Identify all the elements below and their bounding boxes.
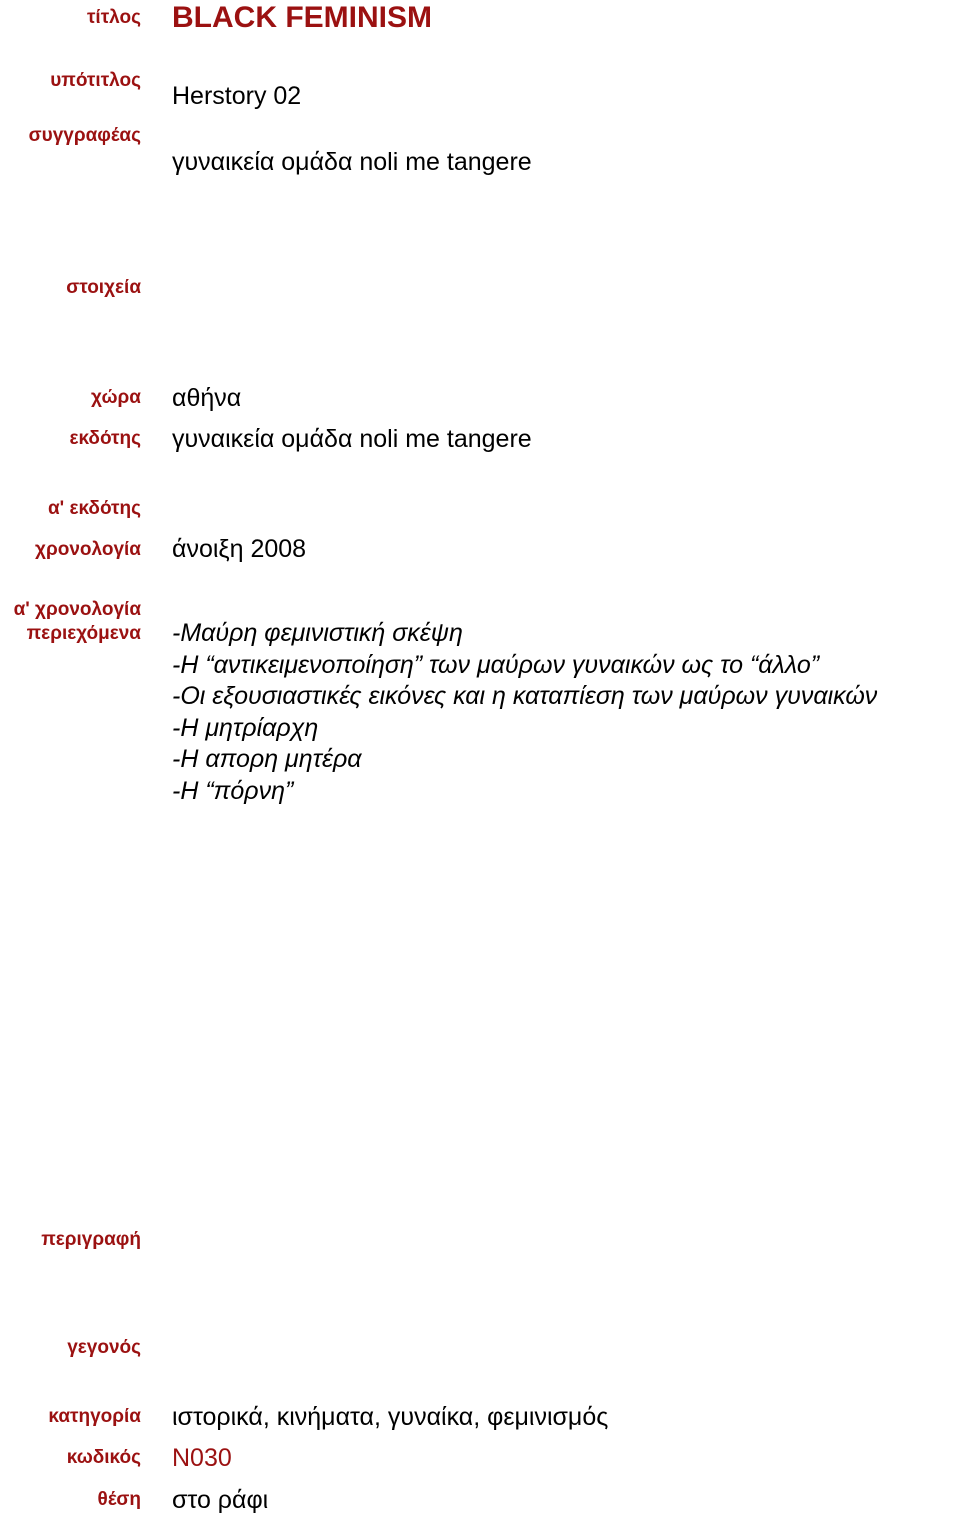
- record-category: ιστορικά, κινήματα, γυναίκα, φεμινισμός: [172, 1403, 609, 1431]
- contents-item: -Οι εξουσιαστικές εικόνες και η καταπίεση των μαύρων γυναικών: [172, 682, 878, 711]
- label-code: κωδικός: [66, 1447, 141, 1468]
- contents-item: -Η απορη μητέρα: [172, 745, 362, 774]
- contents-item: -Η “πόρνη”: [172, 776, 294, 805]
- label-position: θέση: [97, 1489, 141, 1510]
- record-date: άνοιξη 2008: [172, 535, 307, 563]
- label-publisher: εκδότης: [69, 428, 141, 449]
- record-code: N030: [172, 1444, 232, 1472]
- label-details: στοιχεία: [66, 277, 141, 298]
- label-contents: περιεχόμενα: [26, 623, 141, 644]
- record-country: αθήνα: [172, 384, 242, 412]
- label-subtitle: υπότιτλος: [50, 70, 141, 91]
- record-position: στο ράφι: [172, 1486, 269, 1514]
- contents-item: -Η μητρίαρχη: [172, 713, 319, 742]
- contents-list: [172, 618, 877, 808]
- label-description: περιγραφή: [41, 1229, 141, 1250]
- label-event: γεγονός: [67, 1337, 141, 1358]
- label-first-date: α' χρονολογία: [13, 599, 141, 620]
- record-publisher: γυναικεία ομάδα noli me tangere: [172, 425, 532, 453]
- label-title: τίτλος: [86, 7, 141, 28]
- contents-item: -Η “αντικειμενοποίηση” των μαύρων γυναικών ως το “άλλο”: [172, 650, 820, 679]
- record-title: BLACK FEMINISM: [172, 1, 432, 34]
- label-category: κατηγορία: [48, 1406, 141, 1427]
- contents-item: -Μαύρη φεμινιστική σκέψη: [172, 619, 463, 647]
- record-author: γυναικεία ομάδα noli me tangere: [172, 148, 532, 176]
- label-author: συγγραφέας: [28, 125, 141, 146]
- record-subtitle: Herstory 02: [172, 82, 302, 110]
- label-date: χρονολογία: [35, 539, 141, 560]
- label-first-publisher: α' εκδότης: [47, 498, 141, 519]
- label-country: χώρα: [90, 387, 141, 408]
